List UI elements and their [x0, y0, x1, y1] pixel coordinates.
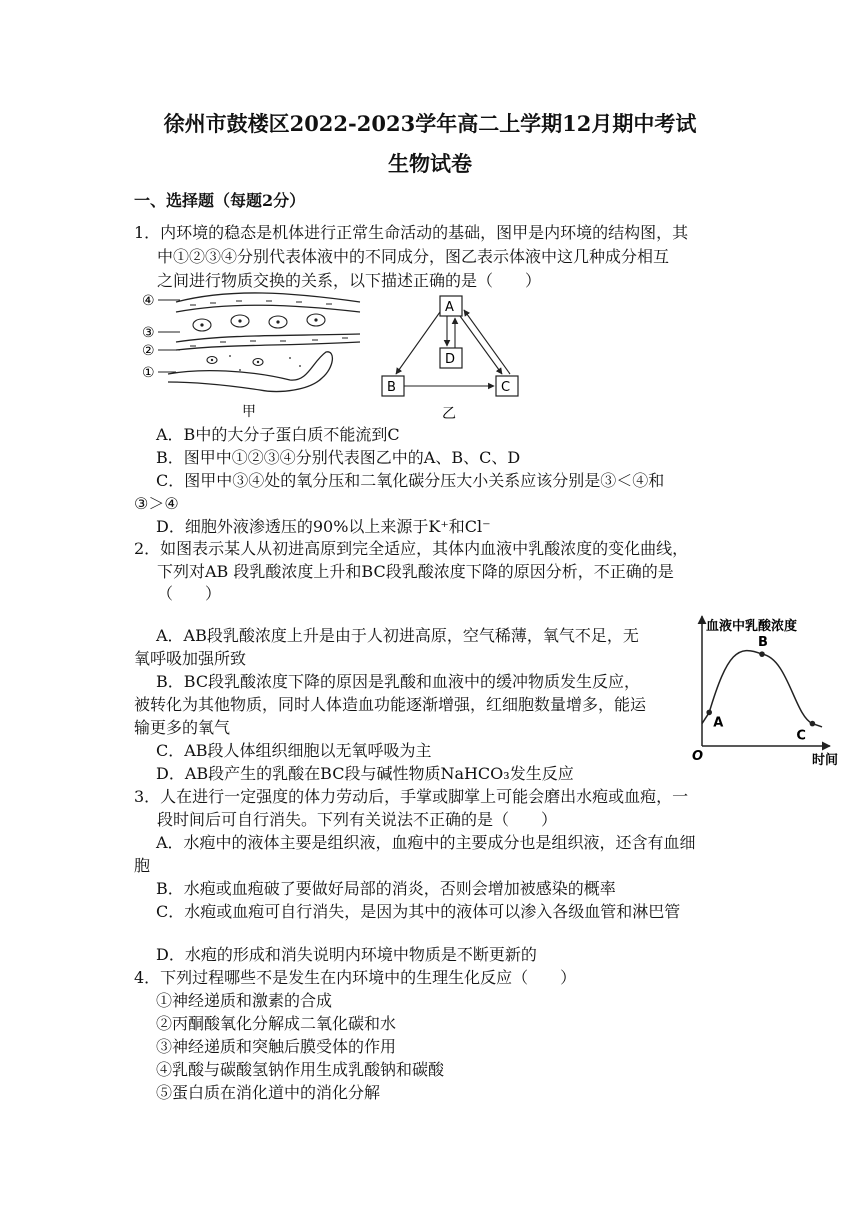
figure-jia — [140, 290, 366, 424]
figure-yi — [380, 292, 530, 426]
q3-option-a-cont: 胞 — [134, 856, 151, 875]
q2-option-a-cont: 氧呼吸加强所致 — [134, 649, 247, 668]
q4-item-2: ②丙酮酸氧化分解成二氧化碳和水 — [156, 1014, 397, 1033]
q2-stem-line: 下列对AB 段乳酸浓度上升和BC段乳酸浓度下降的原因分析，不正确的是 — [157, 562, 674, 581]
q1-option-b: B．图甲中①②③④分别代表图乙中的A、B、C、D — [156, 448, 521, 467]
q1-option-a: A．B中的大分子蛋白质不能流到C — [156, 425, 400, 444]
point-label-c: C — [796, 728, 806, 744]
x-axis-label: 时间 — [812, 753, 839, 768]
q1-stem-line: 1．内环境的稳态是机体进行正常生命活动的基础，图甲是内环境的结构图，其 — [134, 223, 689, 242]
q3-stem-line: 段时间后可自行消失。下列有关说法不正确的是（ ） — [157, 810, 558, 829]
q4-item-1: ①神经递质和激素的合成 — [156, 991, 333, 1010]
q1-stem-line: 之间进行物质交换的关系，以下描述正确的是（ ） — [157, 271, 542, 290]
section-heading: 一、选择题（每题2分） — [134, 191, 306, 210]
q2-option-b-cont: 输更多的氧气 — [134, 718, 231, 737]
origin-label: O — [692, 749, 704, 764]
q2-option-d: D．AB段产生的乳酸在BC段与碱性物质NaHCO₃发生反应 — [156, 764, 574, 783]
lactate-chart — [690, 612, 852, 772]
jia-label-3: ③ — [142, 325, 155, 341]
exam-title: 徐州市鼓楼区2022-2023学年高二上学期12月期中考试 — [163, 111, 697, 136]
node-a: A — [445, 300, 454, 315]
point-b — [759, 651, 765, 657]
q3-option-d: D．水疱的形成和消失说明内环境中物质是不断更新的 — [156, 945, 537, 964]
q3-option-a: A．水疱中的液体主要是组织液，血疱中的主要成分也是组织液，还含有血细 — [156, 833, 696, 852]
q1-option-c: C．图甲中③④处的氧分压和二氧化碳分压大小关系应该分别是③＜④和 — [156, 471, 665, 490]
q3-option-b: B．水疱或血疱破了要做好局部的消炎，否则会增加被感染的概率 — [156, 879, 616, 898]
node-c: C — [501, 380, 511, 395]
jia-label-2: ② — [142, 343, 155, 359]
q4-item-3: ③神经递质和突触后膜受体的作用 — [156, 1037, 397, 1056]
point-label-b: B — [758, 635, 768, 651]
q2-option-b-cont: 被转化为其他物质，同时人体造血功能逐渐增强，红细胞数量增多，能运 — [134, 695, 647, 714]
node-d: D — [445, 352, 456, 367]
y-axis-label: 血液中乳酸浓度 — [706, 619, 798, 634]
q1-stem-line: 中①②③④分别代表体液中的不同成分，图乙表示体液中这几种成分相互 — [157, 247, 670, 266]
q3-stem-line: 3．人在进行一定强度的体力劳动后，手掌或脚掌上可能会磨出水疱或血疱，一 — [134, 787, 689, 806]
jia-caption: 甲 — [242, 404, 256, 420]
q2-option-a: A．AB段乳酸浓度上升是由于人初进高原，空气稀薄，氧气不足，无 — [156, 626, 639, 645]
node-b: B — [387, 380, 396, 395]
yi-caption: 乙 — [442, 406, 456, 422]
q2-stem-line: 2．如图表示某人从初进高原到完全适应，其体内血液中乳酸浓度的变化曲线， — [134, 539, 689, 558]
exam-subtitle: 生物试卷 — [388, 151, 472, 176]
q1-option-d: D．细胞外液渗透压的90%以上来源于K⁺和Cl⁻ — [156, 517, 491, 536]
q4-item-5: ⑤蛋白质在消化道中的消化分解 — [156, 1083, 381, 1102]
point-label-a: A — [713, 715, 724, 731]
jia-label-4: ④ — [142, 293, 155, 309]
q1-option-c-cont: ③＞④ — [134, 494, 179, 513]
q4-item-4: ④乳酸与碳酸氢钠作用生成乳酸钠和碳酸 — [156, 1060, 445, 1079]
point-a — [706, 710, 712, 716]
q3-option-c: C．水疱或血疱可自行消失，是因为其中的液体可以渗入各级血管和淋巴管 — [156, 902, 681, 921]
q2-option-c: C．AB段人体组织细胞以无氧呼吸为主 — [156, 741, 432, 760]
point-c — [810, 721, 816, 727]
q4-stem-line: 4．下列过程哪些不是发生在内环境中的生理生化反应（ ） — [134, 968, 577, 987]
q2-stem-line: （ ） — [157, 584, 222, 603]
jia-label-1: ① — [142, 365, 155, 381]
q2-option-b: B．BC段乳酸浓度下降的原因是乳酸和血液中的缓冲物质发生反应， — [156, 672, 641, 691]
